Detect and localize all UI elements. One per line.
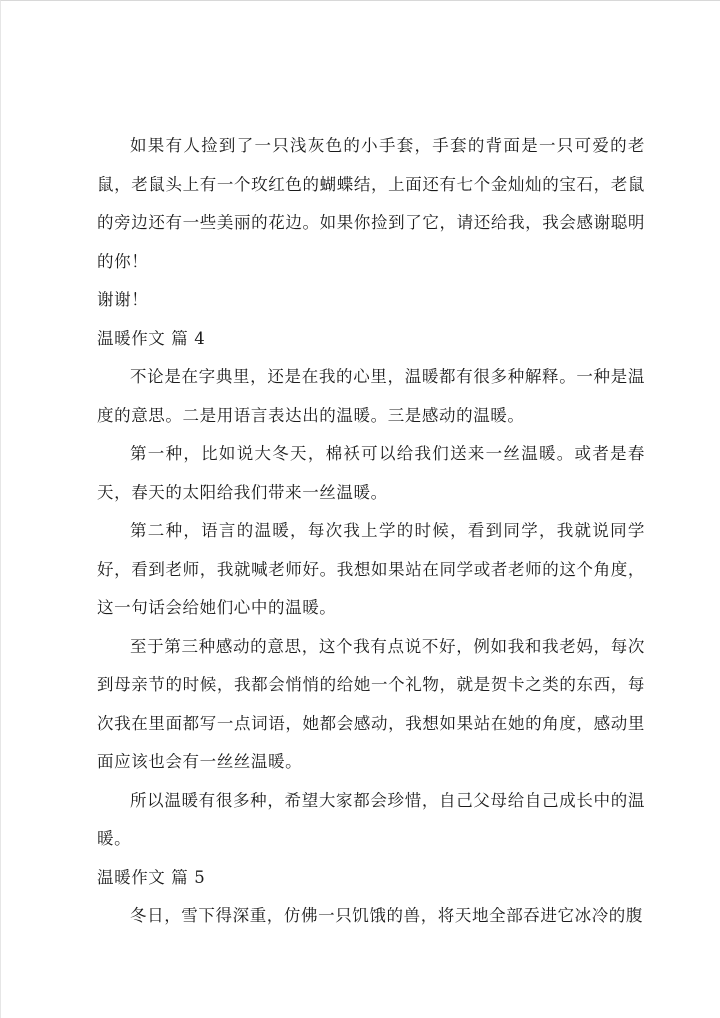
paragraph-second-kind: 第二种，语言的温暖，每次我上学的时候，看到同学，我就说同学好，看到老师，我就喊老师好。我想如果站在同学或者老师的这个角度，这一句话会给她们心中的温暖。 [97, 521, 645, 617]
paragraph-first-kind: 第一种，比如说大冬天，棉袄可以给我们送来一丝温暖。或者是春天，春天的太阳给我们带来一丝温暖。 [97, 444, 645, 502]
section-heading-4: 温暖作文 篇 4 [97, 328, 206, 348]
paragraph-third-kind: 至于第三种感动的意思，这个我有点说不好，例如我和我老妈，每次到母亲节的时候，我都会悄悄的给她一个礼物，就是贺卡之类的东西，每次我在里面都写一点词语，她都会感动，我想如果站在她的角度，感动里面应该也会有一丝丝温暖。 [97, 636, 645, 771]
paragraph-thanks: 谢谢！ [97, 290, 149, 309]
paragraph-winter-snow: 冬日，雪下得深重，仿佛一只饥饿的兽，将天地全部吞进它冰冷的腹 [130, 906, 643, 925]
paragraph-conclusion: 所以温暖有很多种，希望大家都会珍惜，自己父母给自己成长中的温暖。 [97, 790, 645, 848]
document-body [97, 127, 645, 936]
section-heading-5: 温暖作文 篇 5 [97, 867, 206, 887]
paragraph-warmth-meanings: 不论是在字典里，还是在我的心里，温暖都有很多种解释。一种是温度的意思。二是用语言表达出的温暖。三是感动的温暖。 [97, 367, 645, 425]
paragraph-lost-glove: 如果有人捡到了一只浅灰色的小手套，手套的背面是一只可爱的老鼠，老鼠头上有一个玫红色的蝴蝶结，上面还有七个金灿灿的宝石，老鼠的旁边还有一些美丽的花边。如果你捡到了它，请还给我，我会感谢聪明的你！ [97, 136, 645, 271]
